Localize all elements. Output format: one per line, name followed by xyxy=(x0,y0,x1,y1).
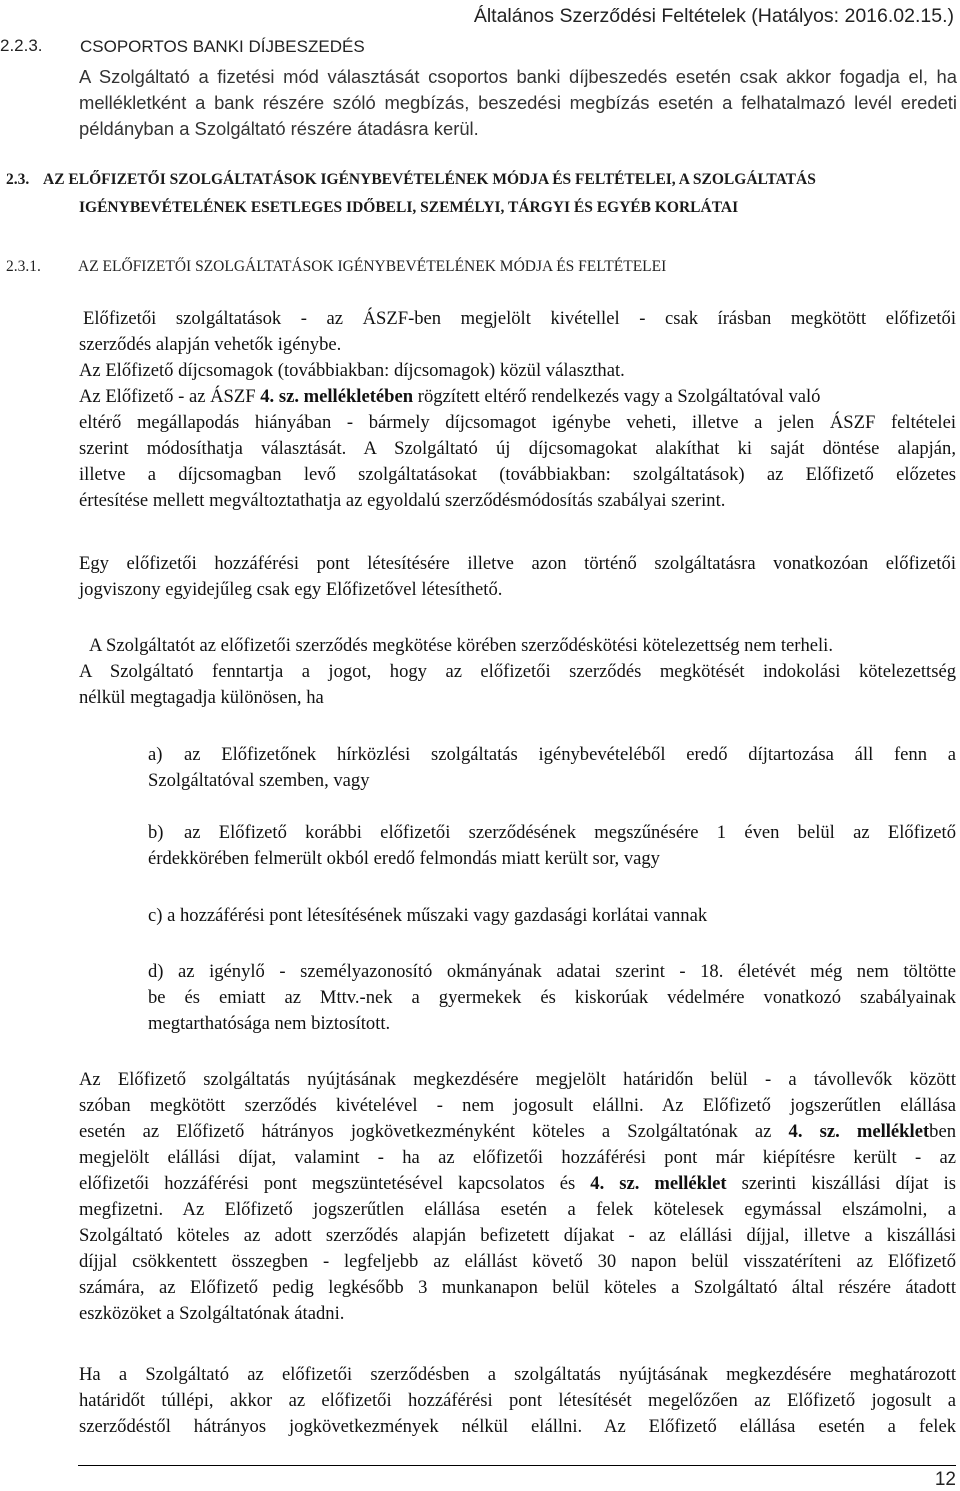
section-title: CSOPORTOS BANKI DÍJBESZEDÉS xyxy=(80,37,365,56)
paragraph-line: A Szolgáltatót az előfizetői szerződés megkötése körében szerződéskötési kötelezettség nem terheli. xyxy=(89,635,833,656)
paragraph-line: nélkül megtagadja különösen, ha xyxy=(79,687,324,708)
list-item-b xyxy=(148,820,956,872)
page-number: 12 xyxy=(934,1469,956,1490)
list-item-line: be és emiatt az Mttv.-nek a gyermekek és kiskorúak védelmére vonatkozó szabályainak xyxy=(148,987,956,1008)
list-item-d xyxy=(148,959,956,1037)
section-2-2-3-paragraph xyxy=(79,64,957,142)
paragraph-line: Az Előfizető - az ÁSZF 4. sz. mellékletében rögzített eltérő rendelkezés vagy a Szolgáltatóval való xyxy=(79,386,821,407)
paragraph-line: A Szolgáltató fenntartja a jogot, hogy az előfizetői szerződés megkötését indokolási kötelezettség xyxy=(79,661,956,682)
list-item-line: c) a hozzáférési pont létesítésének műszaki vagy gazdasági korlátai vannak xyxy=(148,905,708,926)
paragraph-line: jogviszony egyidejűleg csak egy Előfizetővel létesíthető. xyxy=(79,579,503,600)
section-number: 2.3.1. xyxy=(6,258,41,275)
paragraph-line: A Szolgáltató a fizetési mód választását csoportos banki díjbeszedés esetén csak akkor fogadja el, ha xyxy=(79,66,957,87)
list-item-c xyxy=(148,903,956,929)
section-title-line: AZ ELŐFIZETŐI SZOLGÁLTATÁSOK IGÉNYBEVÉTELÉNEK MÓDJA ÉS FELTÉTELEI, A SZOLGÁLTATÁS xyxy=(43,171,816,188)
paragraph-line: eltérő megállapodás hiányában - bármely díjcsomagot igénybe veheti, illetve a jelen ÁSZF feltételei xyxy=(79,412,956,433)
paragraph-line: Az Előfizető díjcsomagok (továbbiakban: díjcsomagok) közül választhat. xyxy=(79,360,625,381)
paragraph-subscriber-services xyxy=(79,306,956,514)
section-2-3-heading xyxy=(6,171,816,216)
paragraph-line: szerződés alapján vehetők igénybe. xyxy=(79,334,342,355)
list-item-line: a) az Előfizetőnek hírközlési szolgáltatás igénybevételéből eredő díjtartozása áll fenn a xyxy=(148,744,956,765)
document-header-title: Általános Szerződési Feltételek (Hatályos: 2016.02.15.) xyxy=(473,5,954,27)
section-2-2-3-heading xyxy=(0,36,365,56)
paragraph-line: mellékletként a bank részére szóló megbízás, beszedési megbízás esetén a felhatalmazó levél eredeti xyxy=(79,92,957,113)
paragraph-contract-obligation xyxy=(79,633,956,711)
section-title-line: IGÉNYBEVÉTELÉNEK ESETLEGES IDŐBELI, SZEMÉLYI, TÁRGYI ÉS EGYÉB KORLÁTAI xyxy=(79,199,739,216)
list-item-a xyxy=(148,742,956,794)
paragraph-line: Szolgáltató köteles az adott szerződés alapján befizetett díjakat - az elállási díjjal, illetve a kiszállási xyxy=(79,1225,956,1246)
section-title: AZ ELŐFIZETŐI SZOLGÁLTATÁSOK IGÉNYBEVÉTELÉNEK MÓDJA ÉS FELTÉTELEI xyxy=(78,258,667,275)
list-item-line: Szolgáltatóval szemben, vagy xyxy=(148,770,370,791)
paragraph-line: Az Előfizető szolgáltatás nyújtásának megkezdésére megjelölt határidőn belül - a távollevők között xyxy=(79,1069,956,1090)
section-number: 2.3. xyxy=(6,171,30,188)
paragraph-line: illetve a díjcsomagban levő szolgáltatásokat (továbbiakban: szolgáltatások) az Előfizető előzetes xyxy=(79,464,956,485)
paragraph-line: szóban megkötött szerződés kivételével - nem jogosult elállni. Az Előfizető jogszerűtlen elállása xyxy=(79,1095,956,1116)
paragraph-access-point xyxy=(79,551,956,603)
paragraph-withdrawal xyxy=(79,1067,956,1327)
footer-divider xyxy=(78,1465,956,1466)
list-item-line: érdekkörében felmerült okból eredő felmondás miatt került sor, vagy xyxy=(148,848,660,869)
paragraph-line: értesítése mellett megváltoztathatja az egyoldalú szerződésmódosítás szabályai szerint. xyxy=(79,490,726,511)
paragraph-line: Ha a Szolgáltató az előfizetői szerződésben a szolgáltatás nyújtásának megkezdésére meghatározott xyxy=(79,1364,956,1385)
paragraph-line: Egy előfizetői hozzáférési pont létesítésére illetve azon történő szolgáltatásra vonatkozóan előfizetői xyxy=(79,553,956,574)
paragraph-line: eszközöket a Szolgáltatónak átadni. xyxy=(79,1303,345,1324)
list-item-line: d) az igénylő - személyazonosító okmányának adatai szerint - 18. életévét még nem töltötte xyxy=(148,961,957,982)
paragraph-line: példányban a Szolgáltató részére átadásra kerül. xyxy=(79,118,479,139)
paragraph-line: számára, az Előfizető pedig legkésőbb 3 munkanapon belül köteles a Szolgáltató által részére átadott xyxy=(79,1277,956,1298)
paragraph-line: szerződéstől hátrányos jogkövetkezmények nélkül elállni. Az Előfizető elállása esetén a felek xyxy=(79,1416,956,1437)
section-number: 2.2.3. xyxy=(0,36,43,55)
paragraph-line: Előfizetői szolgáltatások - az ÁSZF-ben megjelölt kivétellel - csak írásban megkötött előfizetői xyxy=(83,308,956,329)
paragraph-line: megfizetni. Az Előfizető jogszerűtlen elállása esetén a felek kötelesek egymással elszámolni, a xyxy=(79,1199,956,1220)
paragraph-line: szerint módosíthatja választását. A Szolgáltató új díjcsomagokat alakíthat ki saját döntése alapján, xyxy=(79,438,956,459)
paragraph-line: esetén az Előfizető hátrányos jogkövetkezményként köteles a Szolgáltatónak az 4. sz. mellékletben xyxy=(79,1121,956,1142)
paragraph-deadline-exceeded xyxy=(79,1362,956,1440)
paragraph-line: határidőt túllépi, akkor az előfizetői hozzáférési pont létesítését megelőzően az Előfizető jogosult a xyxy=(79,1390,956,1411)
list-item-line: b) az Előfizető korábbi előfizetői szerződésének megszűnésére 1 éven belül az Előfizető xyxy=(148,822,956,843)
paragraph-line: előfizetői hozzáférési pont megszüntetésével kapcsolatos és 4. sz. melléklet szerinti kiszállási díjat is xyxy=(79,1173,956,1194)
section-2-3-1-heading xyxy=(6,258,666,276)
paragraph-line: megjelölt elállási díjat, valamint - ha az előfizetői hozzáférési pont már kiépítésre került - az xyxy=(79,1147,956,1168)
list-item-line: megtarthatósága nem biztosított. xyxy=(148,1013,391,1034)
paragraph-line: díjjal csökkentett összegben - legfeljebb az elállást követő 30 napon belül visszatéríteni az Előfizető xyxy=(79,1251,956,1272)
